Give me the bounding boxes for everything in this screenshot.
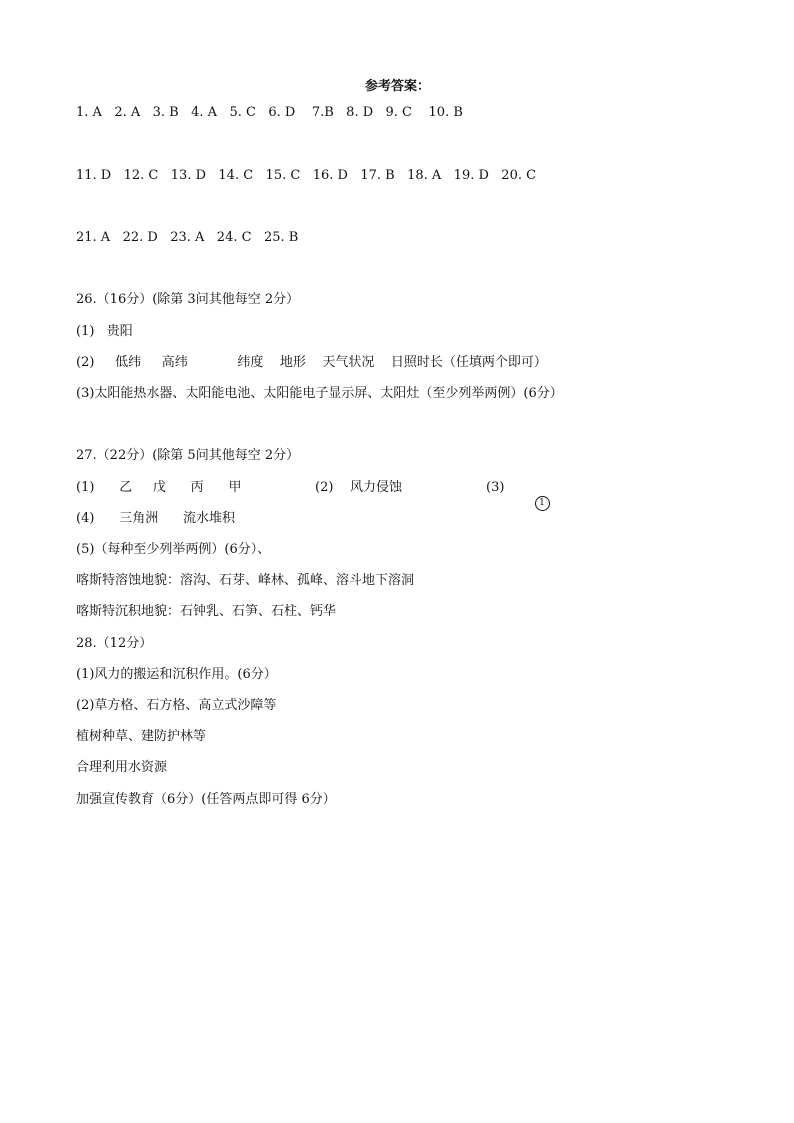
q27-header: 27.（22分）(除第 5问其他每空 2分）: [76, 448, 300, 463]
q28-answer-5: 加强宣传教育（6分）(任答两点即可得 6分）: [76, 792, 336, 807]
q28-answer-2: (2)草方格、石方格、高立式沙障等: [76, 698, 277, 713]
q28-header: 28.（12分）: [76, 636, 153, 651]
q26-answer-2: (2) 低纬 高纬 纬度 地形 天气状况 日照时长（任填两个即可）: [76, 355, 547, 370]
q27-answer-3-label: (3): [486, 480, 505, 495]
q26-header: 26.（16分）(除第 3问其他每空 2分）: [76, 292, 300, 307]
q27-answer-3-value: [518, 480, 550, 528]
q27-answer-4: (4) 三角洲 流水堆积: [76, 511, 236, 526]
mc-answers-row-1: 1. A 2. A 3. B 4. A 5. C 6. D 7.B 8. D 9. C 10. B: [76, 105, 463, 120]
q28-answer-1: (1)风力的搬运和沉积作用。(6分）: [76, 667, 277, 682]
q28-answer-4: 合理利用水资源: [76, 760, 168, 775]
mc-answers-row-2: 11. D 12. C 13. D 14. C 15. C 16. D 17. B 18. A 19. D 20. C: [76, 168, 537, 183]
mc-answers-row-3: 21. A 22. D 23. A 24. C 25. B: [76, 230, 299, 245]
q27-erosion-landforms: 喀斯特溶蚀地貌：溶沟、石芽、峰林、孤峰、溶斗地下溶洞: [76, 573, 415, 588]
q27-deposition-landforms: 喀斯特沉积地貌：石钟乳、石笋、石柱、钙华: [76, 604, 337, 619]
q26-answer-3: (3)太阳能热水器、太阳能电池、太阳能电子显示屏、太阳灶（至少列举两例）(6分）: [76, 386, 563, 401]
q26-answer-1: (1) 贵阳: [76, 324, 133, 339]
q27-answer-1: (1) 乙 戊 丙 甲: [76, 480, 242, 495]
q27-answer-2: (2) 风力侵蚀: [315, 480, 402, 495]
page-title: 参考答案：: [365, 79, 431, 94]
circled-number-icon: 1: [535, 496, 550, 511]
q28-answer-3: 植树种草、建防护林等: [76, 729, 207, 744]
q27-answer-5: (5)（每种至少列举两例）(6分）、: [76, 542, 271, 557]
